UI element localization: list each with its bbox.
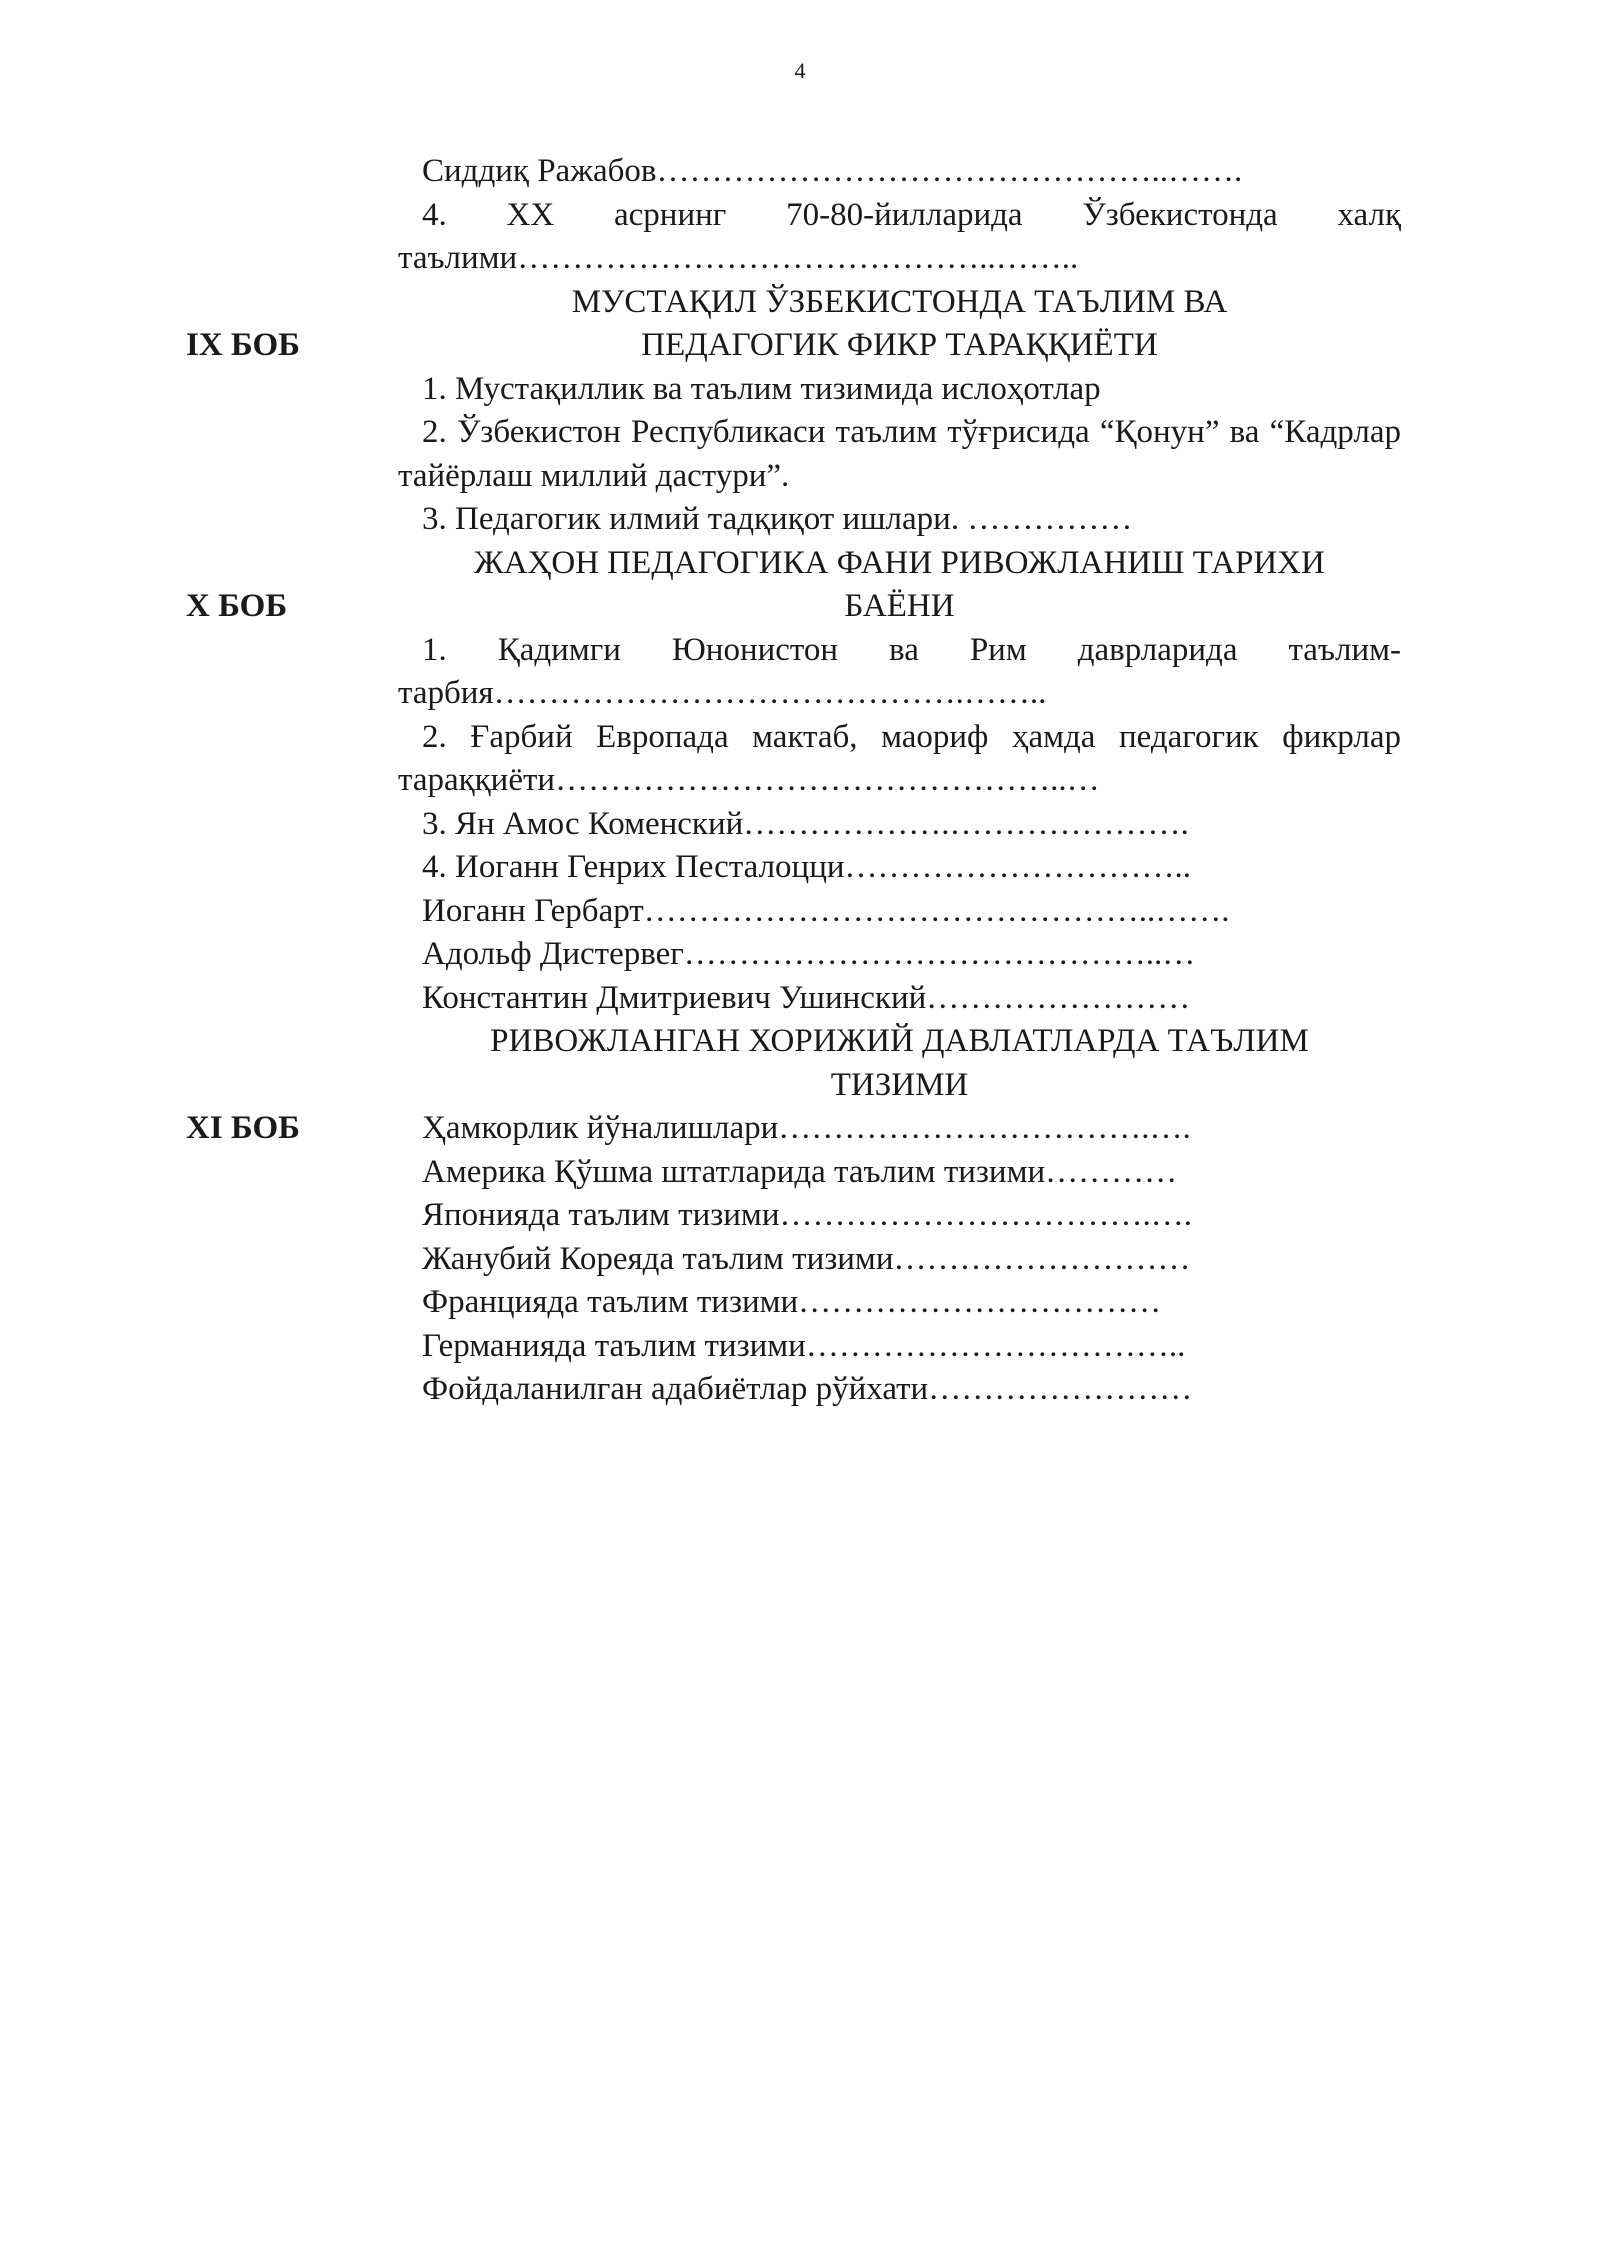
chapter-title-line: БАЁНИ [844,588,955,624]
chapter-9-title [398,281,1401,368]
table-of-contents [186,150,1401,1412]
toc-entry: 4. Иоганн Генрих Песталоцци………………………….. [422,849,1192,885]
page-number: 4 [794,58,806,83]
toc-entry: Жанубий Кореяда таълим тизими……………………… [422,1240,1191,1277]
toc-entry: Сиддиқ Ражабов………………………………………..……. [422,153,1243,189]
toc-entry: 2. Ўзбекистон Республикаси таълим тўғрисида “Қонун” ва “Кадрлар тайёрлаш миллий дастури”. [398,414,1401,494]
toc-entry: 4. ХХ асрнинг 70-80-йилларида Ўзбекистонда халқ таълими……………………………………..…….. [398,196,1401,276]
chapter-9-heading [186,281,1401,368]
toc-entry: 1. Мустақиллик ва таълим тизимида ислоҳотлар [422,370,1101,407]
chapter-10-heading [186,542,1401,629]
chapter-10-items [186,629,1401,1021]
toc-entry: Америка Қўшма штатларида таълим тизими………… [422,1153,1178,1190]
toc-entry: Иоганн Гербарт………………………………………..……. [422,892,1230,929]
chapter-11-label: XI БОБ [186,1110,301,1146]
chapter-10-title [398,542,1401,629]
toc-entry: Японияда таълим тизими…………………………….…. [422,1197,1192,1233]
toc-entry: Адольф Дистервег……………………………………..… [422,936,1196,972]
chapter-11-items [186,1107,1401,1412]
toc-entry: 1. Қадимги Юнонистон ва Рим даврларида таълим-тарбия…………………………………….…….. [398,631,1401,711]
toc-entry: Францияда таълим тизими…………………………… [422,1284,1162,1320]
toc-entry: Константин Дмитриевич Ушинский…………………… [422,979,1191,1016]
chapter-title-line: ТИЗИМИ [830,1066,969,1103]
toc-entry: 3. Ян Амос Коменский……………….…………………. [422,805,1189,842]
toc-entry: 3. Педагогик илмий тадқиқот ишлари. …………… [422,501,1133,537]
toc-entry-row [186,150,1401,281]
toc-entry: Фойдаланилган адабиётлар рўйхати…………………… [422,1371,1193,1407]
chapter-title-line: ПЕДАГОГИК ФИКР ТАРАҚҚИЁТИ [641,327,1158,363]
chapter-11-title-row [186,1020,1401,1107]
toc-entry: 2. Ғарбий Европада мактаб, маориф ҳамда педагогик фикрлар тараққиёти………………………………………..… [398,718,1401,798]
chapter-10-label: X БОБ [186,588,288,624]
toc-entry: Ҳамкорлик йўналишлари…………………………….…. [422,1110,1191,1146]
chapter-title-line: РИВОЖЛАНГАН ХОРИЖИЙ ДАВЛАТЛАРДА ТАЪЛИМ [490,1023,1309,1059]
chapter-title-line: ЖАҲОН ПЕДАГОГИКА ФАНИ РИВОЖЛАНИШ ТАРИХИ [474,544,1325,581]
chapter-9-label: IX БОБ [186,327,301,363]
toc-entry: Германияда таълим тизими…………………………….. [422,1327,1186,1364]
chapter-9-items [186,368,1401,542]
chapter-title-line: МУСТАҚИЛ ЎЗБЕКИСТОНДА ТАЪЛИМ ВА [571,283,1228,320]
chapter-11-title [398,1020,1401,1107]
